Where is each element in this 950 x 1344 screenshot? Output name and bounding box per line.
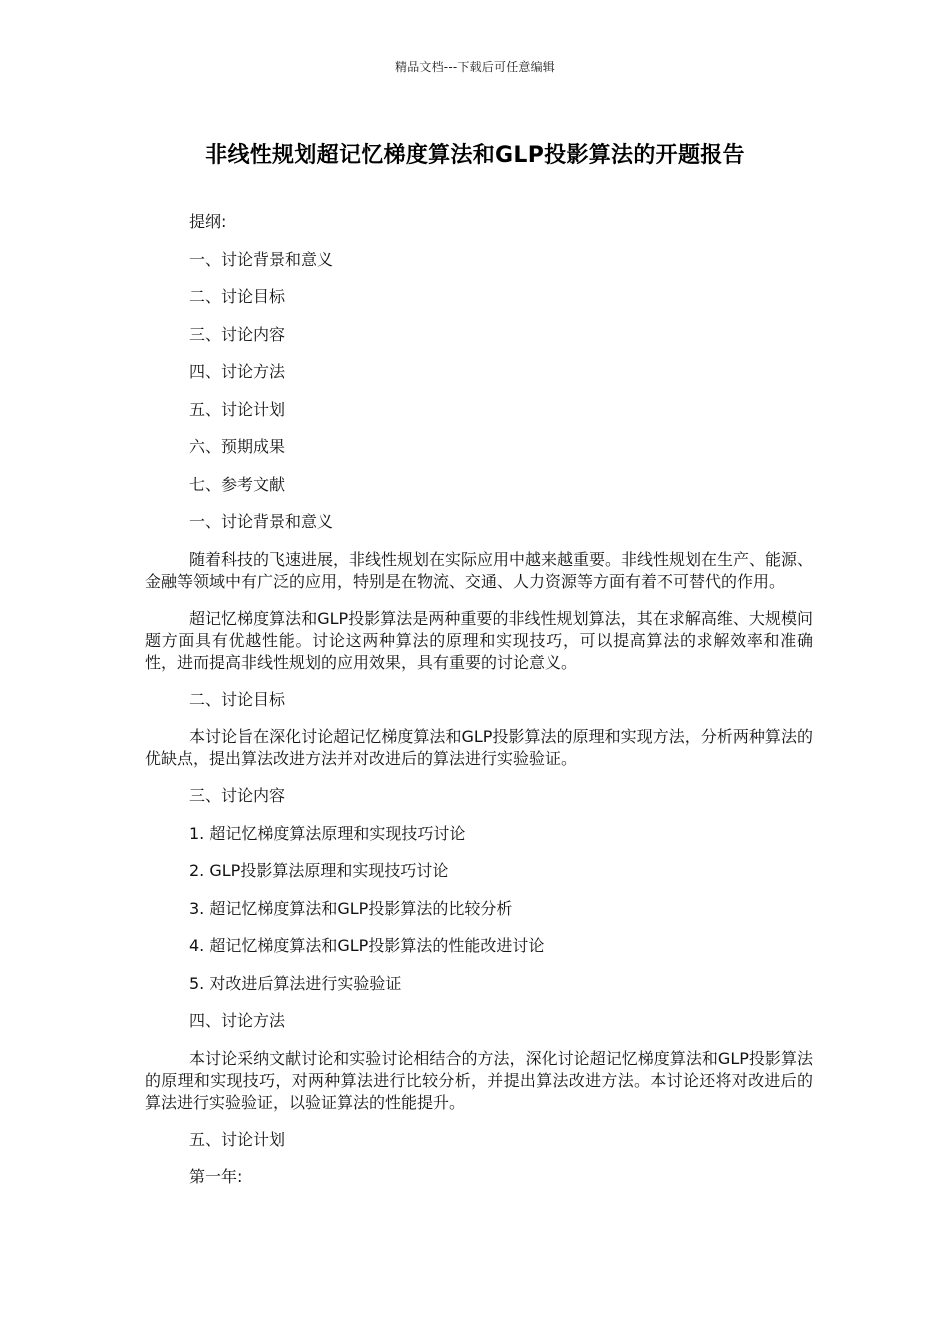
content-item: 2. GLP投影算法原理和实现技巧讨论	[189, 861, 449, 880]
plan-first-year: 第一年:	[189, 1167, 243, 1186]
section-heading-goal: 二、讨论目标	[189, 689, 286, 709]
header-note: 精品文档---下载后可任意编辑	[395, 60, 555, 74]
section-heading-background: 一、讨论背景和意义	[189, 512, 334, 531]
outline-item: 一、讨论背景和意义	[189, 249, 334, 269]
outline-item: 六、预期成果	[189, 437, 286, 456]
content-item: 5. 对改进后算法进行实验验证	[189, 973, 402, 993]
document-body	[145, 211, 813, 1204]
section-heading-content: 三、讨论内容	[189, 786, 286, 805]
content-item: 3. 超记忆梯度算法和GLP投影算法的比较分析	[189, 898, 513, 918]
section-heading-method: 四、讨论方法	[189, 1011, 286, 1030]
content-item: 4. 超记忆梯度算法和GLP投影算法的性能改进讨论	[189, 936, 545, 955]
goal-paragraph: 本讨论旨在深化讨论超记忆梯度算法和GLP投影算法的原理和实现方法，分析两种算法的优缺点，提出算法改进方法并对改进后的算法进行实验验证。	[145, 727, 813, 768]
outline-label: 提纲:	[189, 212, 227, 231]
outline-item: 七、参考文献	[189, 474, 286, 494]
outline-item: 三、讨论内容	[189, 324, 286, 344]
background-paragraph-1: 随着科技的飞速进展，非线性规划在实际应用中越来越重要。非线性规划在生产、能源、金融等领域中有广泛的应用，特别是在物流、交通、人力资源等方面有着不可替代的作用。	[145, 549, 814, 591]
document-title: 非线性规划超记忆梯度算法和GLP投影算法的开题报告	[205, 143, 745, 168]
background-paragraph-2: 超记忆梯度算法和GLP投影算法是两种重要的非线性规划算法，其在求解高维、大规模问题方面具有优越性能。讨论这两种算法的原理和实现技巧，可以提高算法的求解效率和准确性，进而提高非线性规划的应用效果，具有重要的讨论意义。	[145, 608, 813, 672]
content-item: 1. 超记忆梯度算法原理和实现技巧讨论	[189, 823, 466, 843]
method-paragraph: 本讨论采纳文献讨论和实验讨论相结合的方法，深化讨论超记忆梯度算法和GLP投影算法的原理和实现技巧，对两种算法进行比较分析，并提出算法改进方法。本讨论还将对改进后的算法进行实验验证，以验证算法的性能提升。	[145, 1048, 813, 1112]
outline-item: 四、讨论方法	[189, 362, 286, 381]
section-heading-plan: 五、讨论计划	[189, 1129, 286, 1149]
outline-item: 五、讨论计划	[189, 399, 286, 419]
outline-item: 二、讨论目标	[189, 287, 286, 306]
